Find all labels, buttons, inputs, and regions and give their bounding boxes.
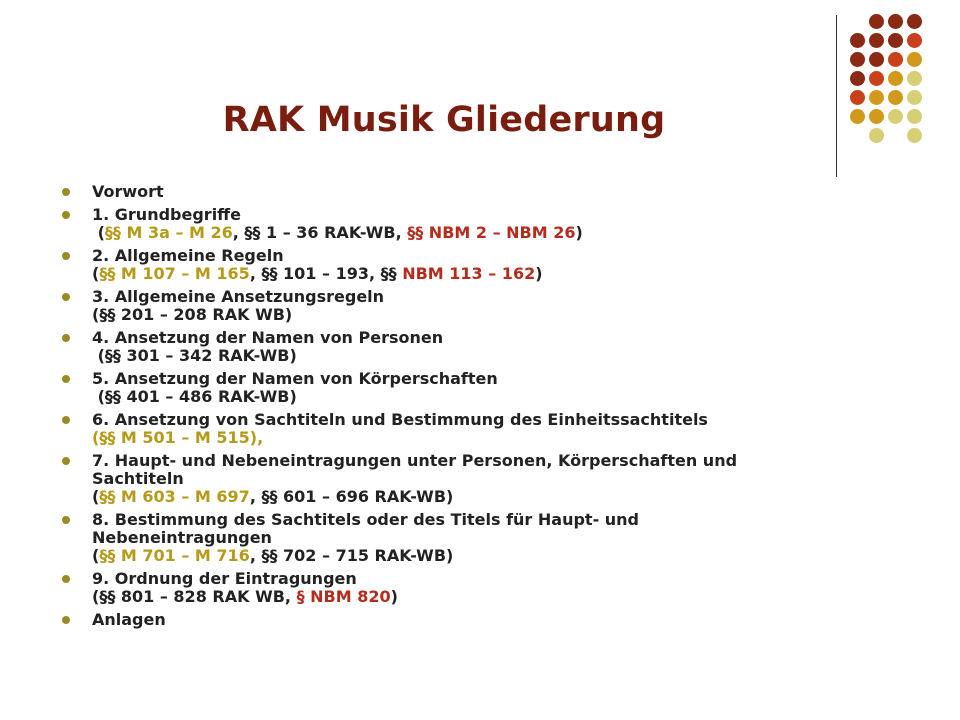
list-item-line [92,570,942,588]
list-item [62,288,942,324]
list-item [62,183,942,201]
paragraph-reference: §§ M 3a – M 26 [104,223,233,242]
decorative-dot [850,52,865,67]
decorative-dot [850,33,865,48]
bullet-dot-icon [62,293,70,301]
paragraph-reference: §§ M 107 – M 165 [99,264,250,283]
bullet-list [62,183,942,634]
list-item-line [92,511,942,529]
list-item [62,452,942,506]
text-segment: 9. Ordnung der Eintragungen [92,569,357,588]
list-item [62,611,942,629]
list-item [62,570,942,606]
list-item [62,370,942,406]
list-item-line [92,224,942,242]
decorative-dot [888,90,903,105]
decorative-dot [907,52,922,67]
decorative-dot [850,71,865,86]
list-item [62,247,942,283]
text-segment: Sachtiteln [92,469,184,488]
text-segment: 7. Haupt- und Nebeneintragungen unter Personen, Körperschaften und [92,451,738,470]
text-segment: , §§ 601 – 696 RAK-WB) [249,487,454,506]
decorative-dot [888,71,903,86]
decorative-dot [888,52,903,67]
text-segment: (§§ 801 – 828 RAK WB, [92,587,297,606]
list-item [62,411,942,447]
bullet-dot-icon [62,416,70,424]
text-segment: 5. Ansetzung der Namen von Körperschaften [92,369,498,388]
list-item-line [92,306,942,324]
decorative-dot [869,33,884,48]
decorative-dot-grid [850,14,950,164]
bullet-dot-icon [62,575,70,583]
text-segment: ( [92,223,105,242]
text-segment: , §§ 1 – 36 RAK-WB, [232,223,408,242]
bullet-dot-icon [62,188,70,196]
paragraph-reference: § NBM 820 [296,587,391,606]
text-segment: , §§ 702 – 715 RAK-WB) [249,546,454,565]
slide-title: RAK Musik Gliederung [222,100,666,140]
list-item-line [92,347,942,365]
paragraph-reference: (§§ M 501 – M 515), [92,428,264,447]
list-item-line [92,329,942,347]
text-segment: ( [92,487,100,506]
bullet-dot-icon [62,516,70,524]
list-item-line [92,411,942,429]
list-item-line [92,183,942,201]
list-item-line [92,265,942,283]
decorative-dot [907,90,922,105]
text-segment: ( [92,264,100,283]
text-segment: (§§ 201 – 208 RAK WB) [92,305,293,324]
text-segment: 4. Ansetzung der Namen von Personen [92,328,444,347]
decorative-dot [869,71,884,86]
list-item-line [92,247,942,265]
decorative-dot [907,128,922,143]
list-item-line [92,452,942,470]
bullet-dot-icon [62,375,70,383]
decorative-dot [888,109,903,124]
list-item-line [92,470,942,488]
list-item-line [92,611,942,629]
text-segment: Nebeneintragungen [92,528,272,547]
decorative-dot [907,33,922,48]
text-segment: 6. Ansetzung von Sachtiteln und Bestimmung des Einheitssachtitels [92,410,708,429]
paragraph-reference: NBM 113 – 162 [402,264,536,283]
paragraph-reference: §§ M 701 – M 716 [99,546,250,565]
bullet-dot-icon [62,457,70,465]
list-item [62,329,942,365]
decorative-dot [888,33,903,48]
text-segment: ) [390,587,398,606]
decorative-vertical-line [836,15,837,177]
list-item [62,511,942,565]
list-item-line [92,488,942,506]
decorative-dot [907,14,922,29]
list-item-line [92,529,942,547]
list-item-line [92,206,942,224]
list-item [62,206,942,242]
text-segment: ) [575,223,583,242]
bullet-dot-icon [62,616,70,624]
text-segment: 1. Grundbegriffe [92,205,241,224]
list-item-line [92,588,942,606]
text-segment: 8. Bestimmung des Sachtitels oder des Titels für Haupt- und [92,510,640,529]
text-segment: (§§ 401 – 486 RAK-WB) [92,387,297,406]
text-segment: ( [92,546,100,565]
list-item-line [92,388,942,406]
decorative-dot [869,52,884,67]
text-segment: (§§ 301 – 342 RAK-WB) [92,346,297,365]
bullet-dot-icon [62,211,70,219]
list-item-line [92,547,942,565]
list-item-line [92,429,942,447]
list-item-line [92,370,942,388]
text-segment: Vorwort [92,182,164,201]
text-segment: , §§ 101 – 193, §§ [249,264,403,283]
decorative-dot [869,14,884,29]
text-segment: 3. Allgemeine Ansetzungsregeln [92,287,385,306]
text-segment: ) [535,264,543,283]
list-item-line [92,288,942,306]
decorative-dot [907,71,922,86]
bullet-dot-icon [62,334,70,342]
decorative-dot [888,14,903,29]
paragraph-reference: §§ M 603 – M 697 [99,487,250,506]
paragraph-reference: §§ NBM 2 – NBM 26 [407,223,576,242]
decorative-dot [907,109,922,124]
bullet-dot-icon [62,252,70,260]
text-segment: Anlagen [92,610,166,629]
text-segment: 2. Allgemeine Regeln [92,246,284,265]
